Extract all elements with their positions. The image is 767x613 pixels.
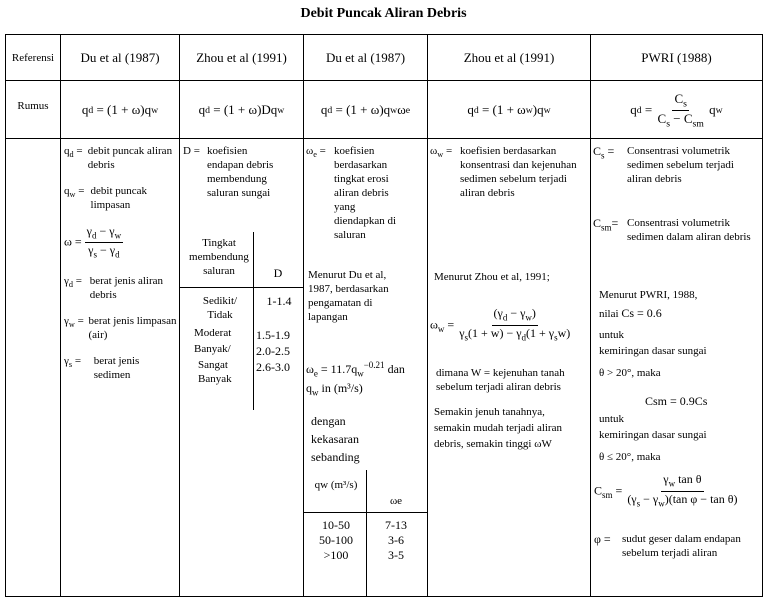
header-du-1987-b: Du et al (1987): [325, 50, 406, 65]
row-label: Banyak/: [194, 343, 231, 355]
col4-formula: $\omega_w$ = $\frac{(\gamma_d - \gamma_w)}{\gamma_s(1 + w) - \gamma_d(1 + \gamma_sw)}$: [430, 306, 571, 343]
formula-pwri-1988: q d = $\frac{C_s}{C_s - C_{sm}}$ q w: [630, 90, 723, 130]
cell: >100: [323, 548, 349, 562]
col5-def-csm: $C_{sm}=$ Consentrasi volumetrik sedimen dalam aliran debris: [593, 216, 751, 243]
col3-tbl-col1: [310, 518, 362, 563]
col2-table-vline: [253, 232, 254, 410]
col5-formula-csm: $C_{sm}$ = $\frac{\gamma_w \tan \theta}{(\gamma_s - \gamma_w)(\tan \varphi - \tan \theta)}$: [594, 472, 738, 509]
col1-definitions: $q_d$ = debit puncak aliran debris $q_w$ = debit puncak limpasan ω = $\frac{\gamma_d - \gamma_w}{\gamma_s - \gamma_d}$ $\gamma_d$ = berat jenis aliran debris $\gamma_w$ = berat jenis limpasan (air) $\gamma_s$ = berat jenis sedimen: [64, 145, 177, 381]
col3-dengan: dengan kekasaran sebanding: [311, 414, 360, 464]
col5-res1: Csm = 0.9Cs: [645, 394, 708, 408]
def-gs: berat jenis sedimen: [93, 354, 140, 381]
row-divider: [5, 80, 763, 81]
header-pwri-1988: PWRI (1988): [641, 50, 712, 65]
col3-definition: $\omega_e$ = koefisien berdasarkan tingkat erosi aliran debris yang diendapkan di saluran: [306, 145, 396, 241]
col2-table-rows-labels: [190, 294, 250, 388]
col3-table-hline: [304, 512, 427, 513]
def-qw: debit puncak limpasan: [90, 185, 148, 211]
col5-cond2: θ ≤ 20°, maka: [599, 451, 661, 463]
table-border-bottom: [5, 596, 763, 597]
col5-nilai: [599, 306, 759, 321]
header-referensi: Referensi: [11, 52, 55, 64]
cell: 3-5: [388, 548, 404, 562]
def-phi: sudut geser dalam endapan sebelum terjadi aliran: [622, 533, 741, 559]
row-value: 2.0-2.5: [256, 344, 290, 358]
cell: 7-13: [385, 518, 407, 532]
col3-tbl-h2: ωe: [389, 495, 403, 507]
row-value: 1.5-1.9: [256, 328, 290, 342]
row-value: 2.6-3.0: [256, 360, 290, 374]
col4-dimana: dimana W = kejenuhan tanah sebelum terjadi aliran debris: [436, 367, 565, 393]
formula-du-1987-b: q d = (1 + ω)q w ω e: [320, 102, 411, 117]
def-gw: berat jenis limpasan (air): [88, 314, 177, 341]
text-dan: dan: [387, 362, 405, 376]
col5-kem2: kemiringan dasar sungai: [599, 429, 707, 441]
col5-untuk1: untuk: [599, 329, 625, 341]
col3-tbl-col2: [368, 518, 424, 563]
formula-zhou-1991-b: q d = (1 + ω w )q w: [467, 102, 551, 117]
def-we: koefisien berdasarkan tingkat erosi aliran debris yang diendapkan di saluran: [334, 145, 396, 241]
col4-semakin: Semakin jenuh tanahnya, semakin mudah terjadi aliran debris, semakin tinggi ωW: [434, 406, 562, 450]
def-D: koefisien endapan debris membendung saluran sungai: [207, 145, 274, 199]
row-label: Moderat: [194, 327, 232, 339]
col3-formula: $\omega_e = 11.7q_w^{-0.21}$ dan $q_w$ in (m³/s): [306, 360, 405, 398]
col2-table-head2: D: [273, 266, 283, 280]
row-value: 1-1.4: [266, 294, 292, 308]
row-label: Sedikit/ Tidak: [202, 295, 238, 321]
def-ww: koefisien berdasarkan konsentrasi dan kejenuhan sedimen sebelum terjadi aliran debris: [460, 145, 577, 199]
col2-table-rows-values: [256, 294, 302, 376]
formula-du-1987: q d = (1 + ω)q w: [81, 102, 159, 117]
formula-zhou-1991: q d = (1 + ω)Dq w: [198, 102, 285, 117]
row-divider: [5, 138, 763, 139]
def-gd: berat jenis aliran debris: [89, 274, 164, 301]
col3-tbl-h1: qw (m³/s): [314, 479, 358, 491]
col5-untuk2: untuk: [599, 413, 625, 425]
table-border-top: [5, 34, 763, 35]
col4-definition: $\omega_w$ = koefisien berdasarkan konsentrasi dan kejenuhan sedimen sebelum terjadi aliran debris: [430, 144, 588, 200]
cell: 3-6: [388, 533, 404, 547]
def-qd: debit puncak aliran debris: [87, 145, 173, 171]
cs-value: Cs = 0.6: [621, 306, 662, 320]
col2-table-head1: Tingkat membendung saluran: [189, 237, 249, 277]
text-nilai: nilai: [599, 308, 619, 320]
col5-cond1: θ > 20°, maka: [599, 367, 661, 379]
header-zhou-1991: Zhou et al (1991): [196, 50, 287, 65]
header-zhou-1991-b: Zhou et al (1991): [463, 50, 555, 65]
cell: 50-100: [319, 533, 353, 547]
col2-definition: D = koefisien endapan debris membendung saluran sungai: [183, 144, 301, 200]
col4-menurut: Menurut Zhou et al, 1991;: [434, 271, 550, 283]
text-unit: in (m³/s): [321, 381, 363, 396]
def-csm: Consentrasi volumetrik sedimen dalam aliran debris: [627, 217, 751, 243]
header-du-1987: Du et al (1987): [80, 50, 160, 65]
col2-table-hline: [180, 287, 303, 288]
col-divider: [762, 34, 763, 597]
page-title: Debit Puncak Aliran Debris: [300, 6, 467, 21]
cell: 10-50: [322, 518, 350, 532]
col5-menurut: Menurut PWRI, 1988,: [599, 289, 698, 301]
row-label: Sangat Banyak: [198, 359, 232, 385]
def-cs: Consentrasi volumetrik sedimen sebelum terjadi aliran debris: [627, 145, 734, 185]
col5-def-phi: φ = sudut geser dalam endapan sebelum terjadi aliran: [594, 532, 760, 560]
col5-def-cs: $C_s$ = Consentrasi volumetrik sedimen sebelum terjadi aliran debris: [593, 144, 761, 186]
row-label-rumus: Rumus: [17, 100, 49, 112]
col3-menurut: Menurut Du et al, 1987, berdasarkan pengamatan di lapangan: [308, 269, 389, 323]
col5-kem1: kemiringan dasar sungai: [599, 345, 707, 357]
formula-omega: ω = $\frac{\gamma_d - \gamma_w}{\gamma_s - \gamma_d}$: [64, 224, 122, 260]
col3-table-vline: [366, 470, 367, 596]
